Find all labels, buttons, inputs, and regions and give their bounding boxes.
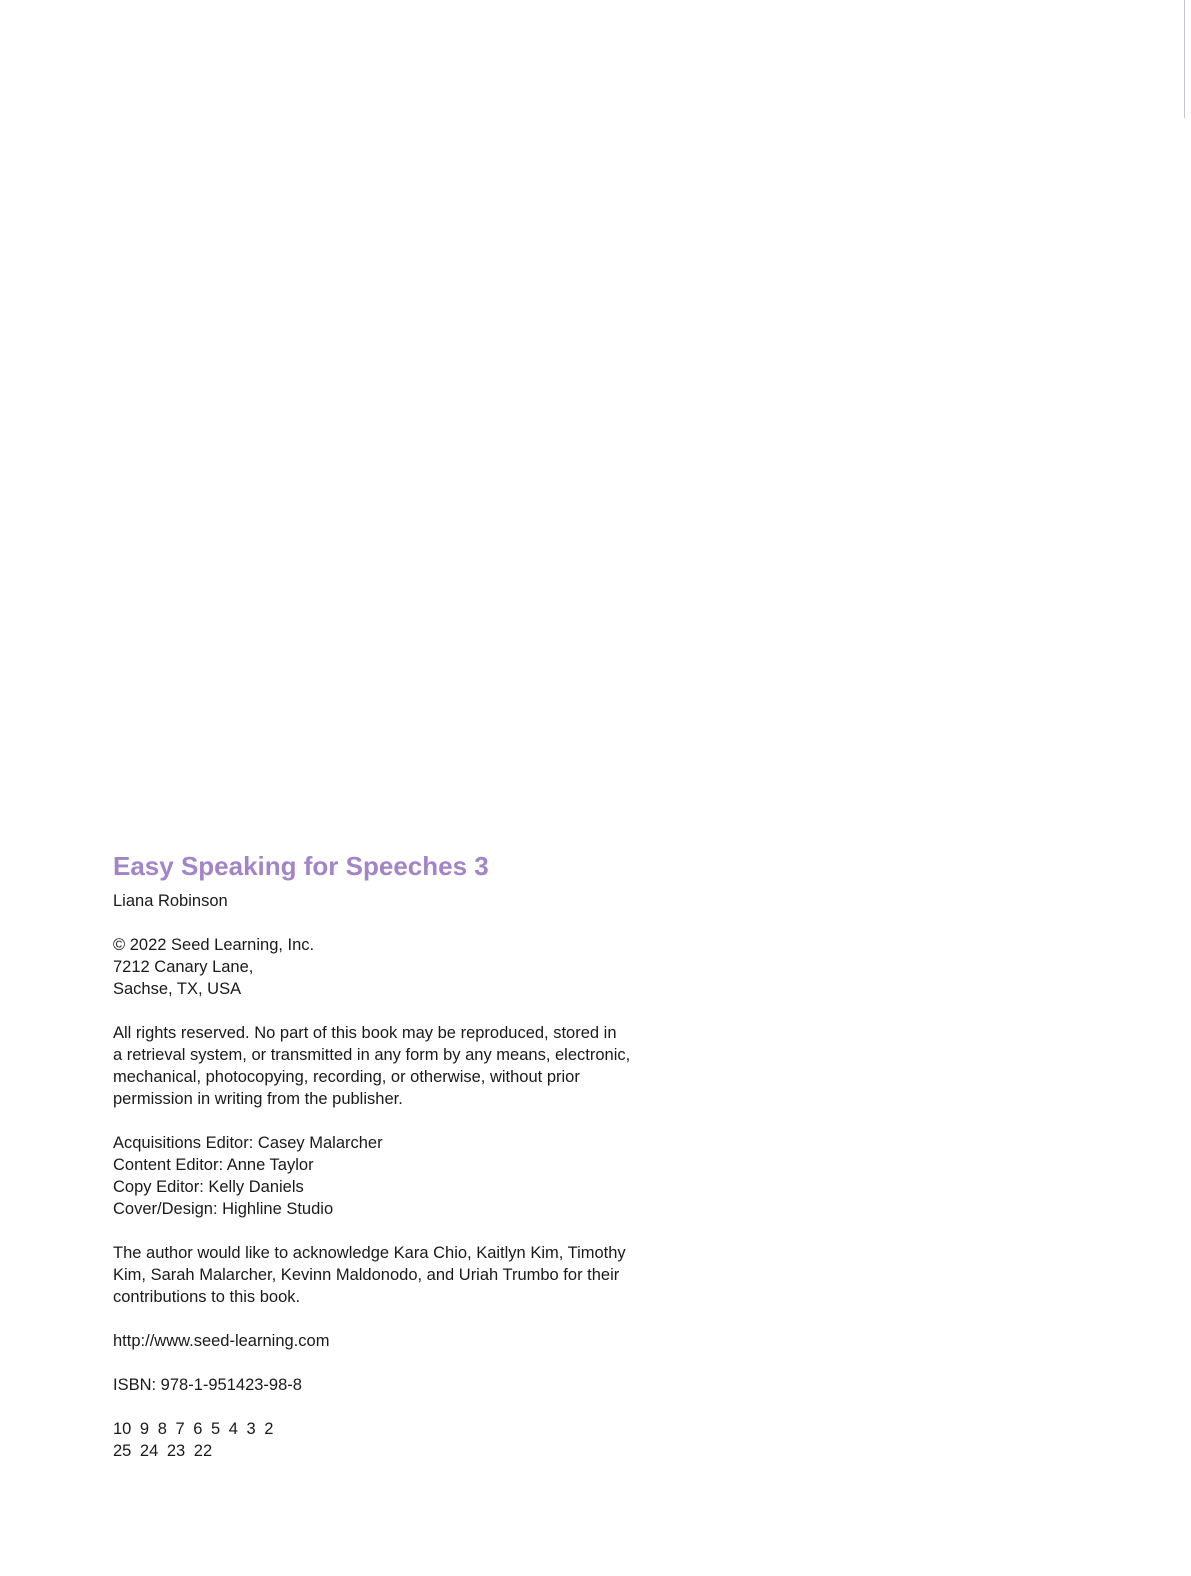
website-block [113, 1330, 653, 1352]
copyright-page [113, 850, 653, 1462]
printing-numbers [113, 1418, 653, 1462]
publisher-info [113, 934, 653, 1000]
isbn-block [113, 1374, 653, 1396]
acknowledgment-line: Kim, Sarah Malarcher, Kevinn Maldonodo, and Uriah Trumbo for their [113, 1266, 620, 1284]
isbn: ISBN: 978-1-951423-98-8 [113, 1376, 302, 1394]
credit-line: Acquisitions Editor: Casey Malarcher [113, 1134, 383, 1152]
acknowledgment-line: The author would like to acknowledge Kara Chio, Kaitlyn Kim, Timothy [113, 1244, 626, 1262]
acknowledgment [113, 1242, 653, 1308]
website-link[interactable]: http://www.seed-learning.com [113, 1332, 330, 1350]
address-line: 7212 Canary Lane, [113, 958, 254, 976]
editorial-credits [113, 1132, 653, 1220]
credit-line: Content Editor: Anne Taylor [113, 1156, 314, 1174]
credit-line: Copy Editor: Kelly Daniels [113, 1178, 304, 1196]
copyright-line: © 2022 Seed Learning, Inc. [113, 936, 315, 954]
credit-line: Cover/Design: Highline Studio [113, 1200, 334, 1218]
rights-line: permission in writing from the publisher. [113, 1090, 403, 1108]
impression-line: 10 9 8 7 6 5 4 3 2 [113, 1420, 274, 1438]
rights-line: a retrieval system, or transmitted in any form by any means, electronic, [113, 1046, 631, 1064]
author-name: Liana Robinson [113, 892, 228, 910]
book-title: Easy Speaking for Speeches 3 [113, 851, 489, 881]
year-line: 25 24 23 22 [113, 1442, 213, 1460]
rights-line: All rights reserved. No part of this book may be reproduced, stored in [113, 1024, 617, 1042]
rights-line: mechanical, photocopying, recording, or otherwise, without prior [113, 1068, 580, 1086]
address-line: Sachse, TX, USA [113, 980, 242, 998]
acknowledgment-line: contributions to this book. [113, 1288, 301, 1306]
rights-statement [113, 1022, 653, 1110]
page-edge-line [1184, 0, 1185, 118]
